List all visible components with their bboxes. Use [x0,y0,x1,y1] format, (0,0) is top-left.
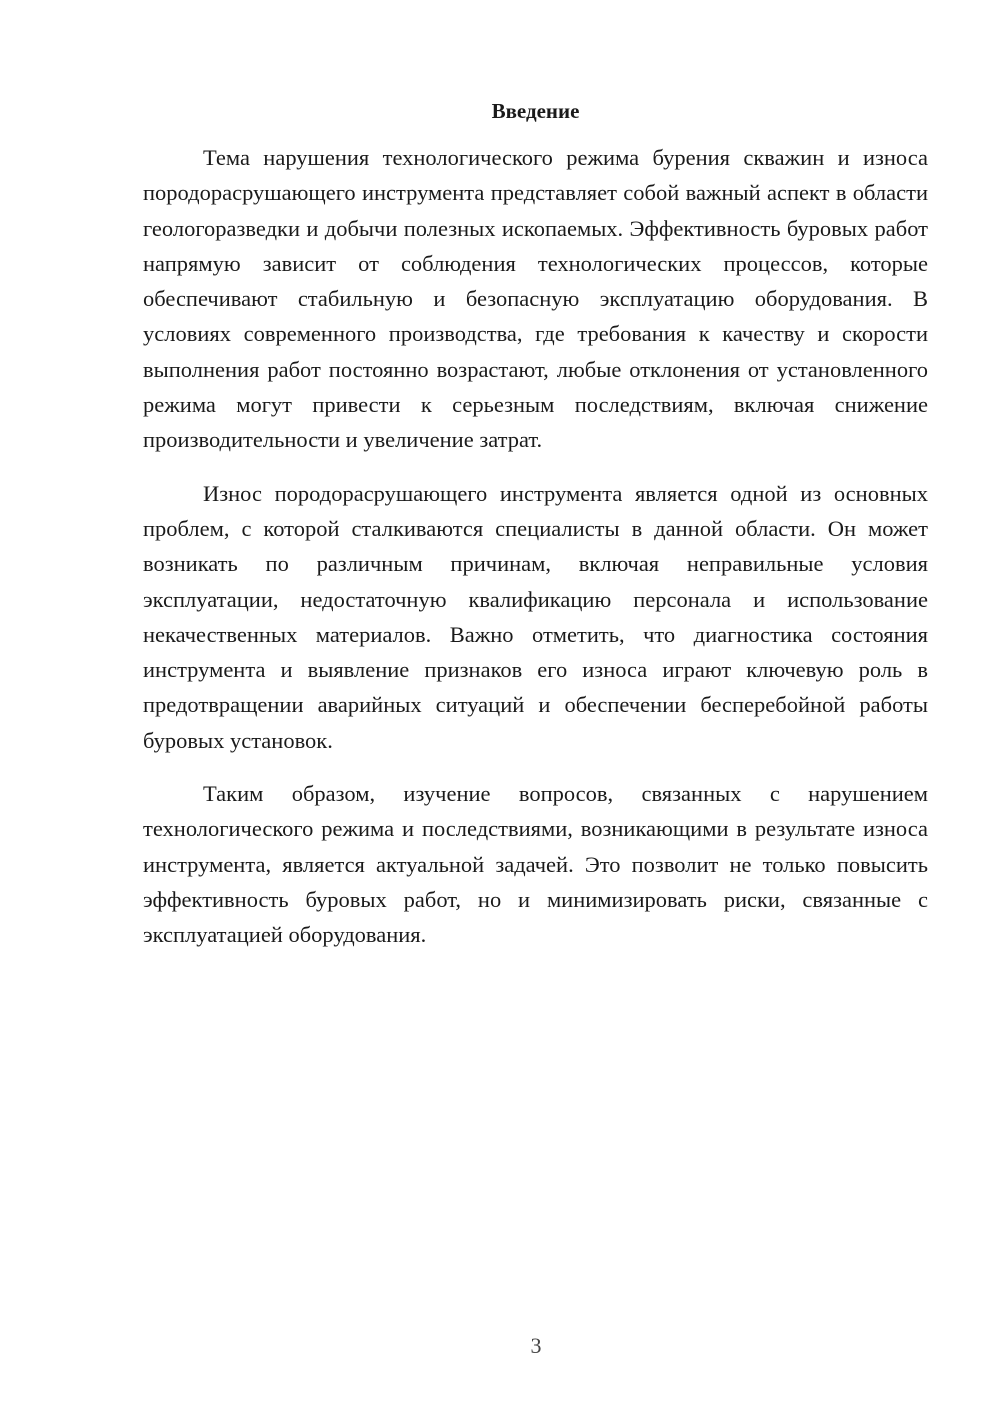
paragraph-1: Тема нарушения технологического режима бурения скважин и износа породорасрушающего инструмента представляет собой важный аспект в области геологоразведки и добычи полезных ископаемых. Эффективность буровых работ напрямую зависит от соблюдения технологических процессов, которые обеспечивают стабильную и безопасную эксплуатацию оборудования. В условиях современного производства, где требования к качеству и скорости выполнения работ постоянно возрастают, любые отклонения от установленного режима могут привести к серьезным последствиям, включая снижение производительности и увеличение затрат. [143,145,928,453]
page-content [143,96,928,971]
paragraph-3: Таким образом, изучение вопросов, связанных с нарушением технологического режима и последствиями, возникающими в результате износа инструмента, является актуальной задачей. Это позволит не только повысить эффективность буровых работ, но и минимизировать риски, связанные с эксплуатацией оборудования. [143,781,928,948]
paragraph-2: Износ породорасрушающего инструмента является одной из основных проблем, с которой сталкиваются специалисты в данной области. Он может возникать по различным причинам, включая неправильные условия эксплуатации, недостаточную квалификацию персонала и использование некачественных материалов. Важно отметить, что диагностика состояния инструмента и выявление признаков его износа играют ключевую роль в предотвращении аварийных ситуаций и обеспечении бесперебойной работы буровых установок. [143,480,928,753]
section-heading: Введение [491,99,580,123]
page-number: 3 [530,1333,542,1358]
